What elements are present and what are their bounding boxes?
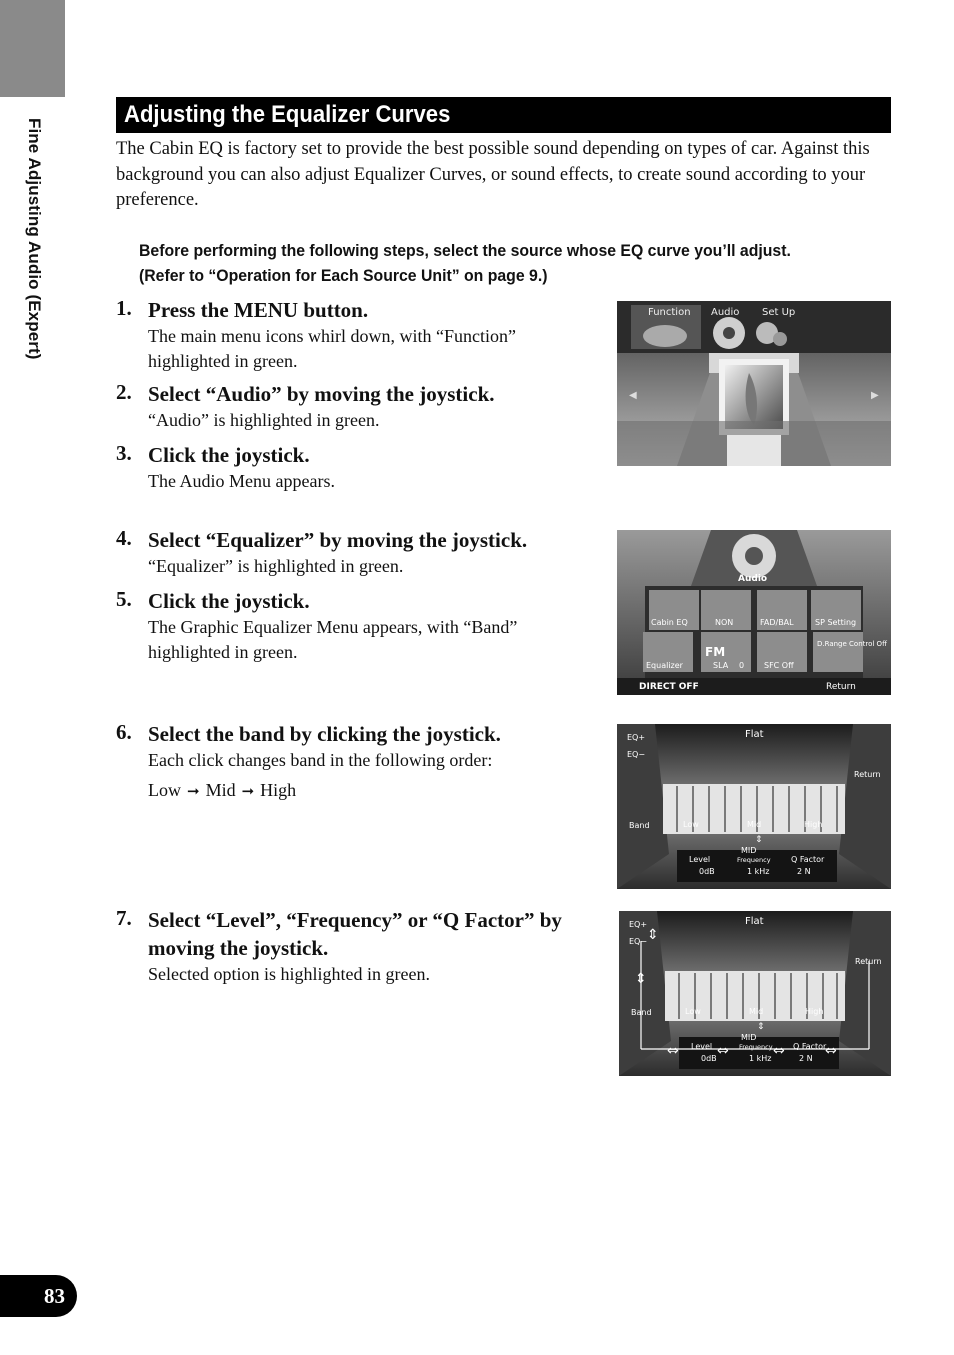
band-order bbox=[148, 778, 608, 805]
svg-text:◀: ◀ bbox=[629, 390, 637, 401]
eq-band-high: High bbox=[805, 1007, 824, 1016]
eq-menu-navigation-screenshot bbox=[619, 911, 891, 1076]
menu-item-equalizer: Equalizer bbox=[646, 661, 683, 670]
eq-frequency-value: 1 kHz bbox=[749, 1054, 772, 1063]
page-number-badge bbox=[0, 1275, 77, 1317]
step-number: 2. bbox=[116, 380, 132, 404]
eq-band-mid: Mid bbox=[749, 1007, 764, 1016]
section-side-title: Fine Adjusting Audio (Expert) bbox=[25, 118, 44, 360]
eq-band: Band bbox=[631, 1008, 652, 1017]
return-label: Return bbox=[826, 682, 856, 692]
main-menu-screenshot bbox=[617, 301, 891, 466]
audio-menu-title: Audio bbox=[738, 574, 768, 584]
step-title: Click the joystick. bbox=[148, 443, 310, 467]
step-number: 3. bbox=[116, 441, 132, 465]
step-number: 4. bbox=[116, 526, 132, 550]
step-title: Click the joystick. bbox=[148, 589, 310, 613]
eq-return: Return bbox=[855, 957, 882, 966]
updown-arrow-icon: ⇕ bbox=[647, 927, 659, 943]
section-header bbox=[116, 97, 891, 133]
leftright-arrow-icon: ⇔ bbox=[717, 1043, 729, 1059]
step-number: 1. bbox=[116, 296, 132, 320]
eq-level-value: 0dB bbox=[699, 867, 715, 876]
eq-preset: Flat bbox=[745, 729, 764, 740]
band-high: High bbox=[260, 780, 297, 800]
eq-qfactor-label: Q Factor bbox=[793, 1042, 827, 1051]
menu-item-sp-setting: SP Setting bbox=[815, 618, 857, 627]
eq-band: Band bbox=[629, 821, 650, 830]
fm-label: FM bbox=[705, 645, 726, 659]
eq-minus: EQ− bbox=[627, 750, 646, 759]
note-line-1: Before performing the following steps, select the source whose EQ curve you’ll adjust. bbox=[139, 241, 791, 260]
svg-text:⇕: ⇕ bbox=[757, 1022, 765, 1032]
eq-band-low: Low bbox=[685, 1007, 701, 1016]
eq-qfactor-value: 2 N bbox=[799, 1054, 813, 1063]
chapter-tab bbox=[0, 0, 65, 97]
eq-selected-band: MID bbox=[741, 1033, 757, 1042]
step-title: Select “Audio” by moving the joystick. bbox=[148, 382, 495, 406]
arrow-right-icon: ➞ bbox=[187, 784, 200, 800]
intro-paragraph: The Cabin EQ is factory set to provide the best possible sound depending on types of car. Against this background you can also adjust Equalizer Curves, or sound effects, to create sound according to your preference. bbox=[116, 139, 870, 210]
eq-frequency-label: Frequency bbox=[737, 856, 771, 864]
tab-audio: Audio bbox=[711, 307, 740, 318]
menu-item-sla: SLA bbox=[713, 661, 729, 670]
step-description: The Graphic Equalizer Menu appears, with “Band” highlighted in green. bbox=[148, 617, 518, 662]
eq-qfactor-label: Q Factor bbox=[791, 855, 825, 864]
menu-item-non: NON bbox=[715, 618, 734, 627]
direct-off-label: DIRECT OFF bbox=[639, 682, 699, 692]
sla-value: 0 bbox=[739, 661, 745, 670]
step-description: The Audio Menu appears. bbox=[148, 471, 335, 491]
eq-selected-band: MID bbox=[741, 846, 757, 855]
audio-menu-screenshot bbox=[617, 530, 891, 695]
eq-plus: EQ+ bbox=[627, 733, 646, 742]
step-title: Select “Equalizer” by moving the joystick. bbox=[148, 528, 528, 552]
page-number: 83 bbox=[44, 1284, 65, 1308]
arrow-right-icon: ➞ bbox=[241, 784, 255, 800]
eq-frequency-label: Frequency bbox=[739, 1043, 773, 1051]
note-line-2: (Refer to “Operation for Each Source Unit” on page 9.) bbox=[139, 266, 548, 285]
eq-level-label: Level bbox=[691, 1042, 713, 1051]
svg-text:⇕: ⇕ bbox=[755, 835, 763, 845]
band-mid: Mid bbox=[205, 780, 236, 800]
step-title: Select the band by clicking the joystick. bbox=[148, 722, 501, 746]
menu-item-sfc-off: SFC Off bbox=[764, 661, 794, 670]
step-title: Select “Level”, “Frequency” or “Q Factor” by moving the joystick. bbox=[148, 908, 562, 960]
step-description: “Equalizer” is highlighted in green. bbox=[148, 556, 404, 576]
menu-item-cabin-eq: Cabin EQ bbox=[651, 618, 688, 627]
step-description: Each click changes band in the following order: bbox=[148, 750, 493, 770]
eq-band-mid: Mid bbox=[747, 820, 762, 829]
menu-item-d-range: D.Range Control Off bbox=[817, 640, 887, 648]
step-title: Press the MENU button. bbox=[148, 298, 369, 322]
menu-item-fad-bal: FAD/BAL bbox=[760, 618, 794, 627]
eq-menu-screenshot bbox=[617, 724, 891, 889]
before-note bbox=[139, 238, 846, 288]
step-description: “Audio” is highlighted in green. bbox=[148, 410, 380, 430]
leftright-arrow-icon: ⇔ bbox=[825, 1043, 837, 1059]
step-number: 7. bbox=[116, 906, 132, 930]
eq-band-low: Low bbox=[683, 820, 699, 829]
eq-qfactor-value: 2 N bbox=[797, 867, 811, 876]
updown-arrow-icon: ⇕ bbox=[635, 971, 647, 987]
tab-function: Function bbox=[648, 307, 691, 318]
step-number: 5. bbox=[116, 587, 132, 611]
eq-level-label: Level bbox=[689, 855, 711, 864]
eq-plus: EQ+ bbox=[629, 920, 648, 929]
step-description: Selected option is highlighted in green. bbox=[148, 964, 430, 984]
leftright-arrow-icon: ⇔ bbox=[667, 1043, 679, 1059]
section-title: Adjusting the Equalizer Curves bbox=[124, 101, 451, 128]
step-description: The main menu icons whirl down, with “Function” highlighted in green. bbox=[148, 326, 516, 371]
eq-level-value: 0dB bbox=[701, 1054, 717, 1063]
band-low: Low bbox=[148, 780, 181, 800]
eq-band-high: High bbox=[804, 820, 823, 829]
leftright-arrow-icon: ⇔ bbox=[773, 1043, 785, 1059]
eq-frequency-value: 1 kHz bbox=[747, 867, 770, 876]
step-number: 6. bbox=[116, 720, 132, 744]
eq-return: Return bbox=[854, 770, 881, 779]
svg-text:▶: ▶ bbox=[871, 390, 879, 401]
eq-preset: Flat bbox=[745, 916, 764, 927]
tab-setup: Set Up bbox=[762, 307, 796, 318]
eq-minus: EQ− bbox=[629, 937, 648, 946]
